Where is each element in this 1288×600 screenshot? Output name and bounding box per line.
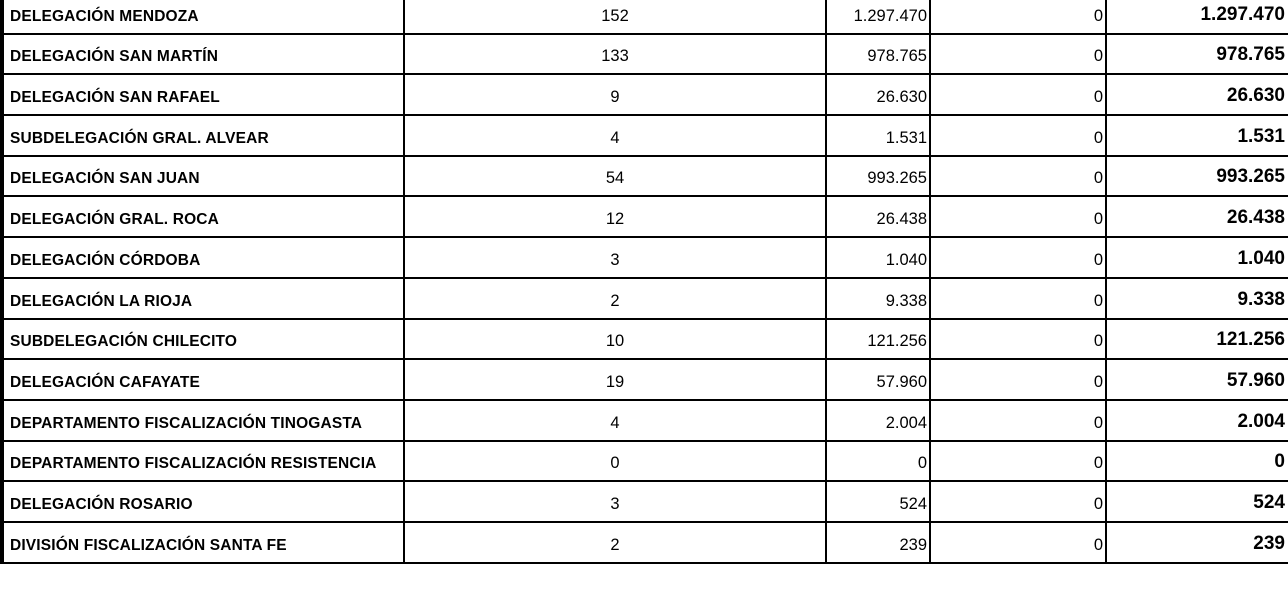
- zero-cell[interactable]: [930, 196, 1106, 237]
- amount-cell[interactable]: [826, 196, 930, 237]
- amount-cell[interactable]: [826, 156, 930, 197]
- amount-cell-text: 239: [899, 535, 927, 554]
- zero-cell-text: 0: [1093, 494, 1103, 513]
- delegation-name-cell[interactable]: [2, 0, 404, 34]
- table-row: [2, 237, 1288, 278]
- total-cell[interactable]: [1106, 278, 1288, 319]
- delegation-name-cell[interactable]: [2, 400, 404, 441]
- count-cell-text: 54: [605, 169, 625, 188]
- amount-cell[interactable]: [826, 115, 930, 156]
- count-cell-text: 4: [610, 413, 620, 432]
- total-cell[interactable]: [1106, 0, 1288, 34]
- amount-cell-text: 1.531: [885, 128, 927, 147]
- count-cell-text: 2: [610, 535, 620, 554]
- delegation-name-cell[interactable]: [2, 196, 404, 237]
- zero-cell[interactable]: [930, 441, 1106, 482]
- amount-cell[interactable]: [826, 319, 930, 360]
- table-row: [2, 359, 1288, 400]
- table-row: [2, 400, 1288, 441]
- total-cell[interactable]: [1106, 400, 1288, 441]
- zero-cell[interactable]: [930, 74, 1106, 115]
- delegation-name-cell-text: DELEGACIÓN SAN RAFAEL: [10, 89, 220, 107]
- delegation-name-cell[interactable]: [2, 319, 404, 360]
- total-cell-text: 26.630: [1226, 85, 1285, 107]
- total-cell[interactable]: [1106, 319, 1288, 360]
- delegation-name-cell-text: SUBDELEGACIÓN GRAL. ALVEAR: [10, 129, 269, 147]
- total-cell[interactable]: [1106, 156, 1288, 197]
- amount-cell[interactable]: [826, 522, 930, 563]
- total-cell-text: 57.960: [1226, 369, 1285, 391]
- table-row: [2, 0, 1288, 34]
- table-body: [2, 0, 1288, 563]
- zero-cell[interactable]: [930, 156, 1106, 197]
- amount-cell-text: 57.960: [876, 372, 927, 391]
- count-cell[interactable]: [404, 359, 826, 400]
- table-row: [2, 319, 1288, 360]
- count-cell-text: 152: [601, 6, 629, 25]
- count-cell[interactable]: [404, 115, 826, 156]
- delegation-name-cell-text: DELEGACIÓN CAFAYATE: [10, 373, 201, 391]
- zero-cell-text: 0: [1093, 250, 1103, 269]
- table-row: [2, 156, 1288, 197]
- zero-cell-text: 0: [1093, 128, 1103, 147]
- count-cell-text: 9: [610, 88, 620, 107]
- zero-cell[interactable]: [930, 522, 1106, 563]
- amount-cell-text: 993.265: [867, 169, 927, 188]
- zero-cell[interactable]: [930, 34, 1106, 75]
- total-cell-text: 524: [1253, 491, 1285, 513]
- total-cell-text: 2.004: [1237, 410, 1285, 432]
- table-row: [2, 115, 1288, 156]
- table-row: [2, 34, 1288, 75]
- count-cell[interactable]: [404, 0, 826, 34]
- total-cell-text: 993.265: [1216, 166, 1285, 188]
- count-cell[interactable]: [404, 319, 826, 360]
- count-cell-text: 12: [605, 210, 625, 229]
- zero-cell-text: 0: [1093, 413, 1103, 432]
- zero-cell[interactable]: [930, 115, 1106, 156]
- count-cell-text: 3: [610, 494, 620, 513]
- table-row: [2, 522, 1288, 563]
- count-cell[interactable]: [404, 400, 826, 441]
- delegation-name-cell-text: DELEGACIÓN SAN JUAN: [10, 170, 200, 188]
- amount-cell-text: 524: [899, 494, 927, 513]
- delegation-name-cell[interactable]: [2, 522, 404, 563]
- count-cell-text: 0: [610, 454, 620, 473]
- delegation-name-cell[interactable]: [2, 359, 404, 400]
- amount-cell-text: 0: [917, 454, 927, 473]
- zero-cell[interactable]: [930, 481, 1106, 522]
- total-cell[interactable]: [1106, 237, 1288, 278]
- amount-cell-text: 26.438: [876, 210, 927, 229]
- delegation-name-cell[interactable]: [2, 34, 404, 75]
- table-row: [2, 74, 1288, 115]
- total-cell-text: 978.765: [1216, 44, 1285, 66]
- count-cell-text: 4: [610, 128, 620, 147]
- total-cell-text: 1.531: [1237, 125, 1285, 147]
- zero-cell[interactable]: [930, 278, 1106, 319]
- amount-cell-text: 9.338: [885, 291, 927, 310]
- delegation-name-cell[interactable]: [2, 278, 404, 319]
- total-cell[interactable]: [1106, 74, 1288, 115]
- delegation-name-cell-text: DEPARTAMENTO FISCALIZACIÓN RESISTENCIA: [10, 455, 377, 473]
- total-cell[interactable]: [1106, 522, 1288, 563]
- total-cell[interactable]: [1106, 441, 1288, 482]
- count-cell[interactable]: [404, 196, 826, 237]
- count-cell[interactable]: [404, 481, 826, 522]
- count-cell[interactable]: [404, 237, 826, 278]
- total-cell-text: 1.040: [1237, 247, 1285, 269]
- amount-cell[interactable]: [826, 0, 930, 34]
- zero-cell-text: 0: [1093, 291, 1103, 310]
- count-cell[interactable]: [404, 441, 826, 482]
- count-cell-text: 19: [605, 372, 625, 391]
- amount-cell[interactable]: [826, 441, 930, 482]
- zero-cell-text: 0: [1093, 372, 1103, 391]
- total-cell[interactable]: [1106, 359, 1288, 400]
- zero-cell[interactable]: [930, 400, 1106, 441]
- count-cell-text: 3: [610, 250, 620, 269]
- total-cell-text: 121.256: [1216, 329, 1285, 351]
- total-cell[interactable]: [1106, 196, 1288, 237]
- total-cell[interactable]: [1106, 481, 1288, 522]
- amount-cell-text: 121.256: [867, 332, 927, 351]
- count-cell-text: 133: [601, 47, 629, 66]
- delegation-name-cell-text: DELEGACIÓN MENDOZA: [10, 7, 199, 25]
- table-row: [2, 196, 1288, 237]
- amount-cell[interactable]: [826, 359, 930, 400]
- amount-cell[interactable]: [826, 481, 930, 522]
- count-cell[interactable]: [404, 34, 826, 75]
- zero-cell[interactable]: [930, 359, 1106, 400]
- table-row: [2, 441, 1288, 482]
- delegation-name-cell[interactable]: [2, 156, 404, 197]
- count-cell[interactable]: [404, 278, 826, 319]
- amount-cell-text: 26.630: [876, 88, 927, 107]
- delegation-name-cell-text: SUBDELEGACIÓN CHILECITO: [10, 333, 238, 351]
- zero-cell[interactable]: [930, 237, 1106, 278]
- zero-cell-text: 0: [1093, 454, 1103, 473]
- delegation-name-cell-text: DELEGACIÓN GRAL. ROCA: [10, 211, 219, 229]
- delegation-name-cell[interactable]: [2, 74, 404, 115]
- amount-cell[interactable]: [826, 278, 930, 319]
- amount-cell[interactable]: [826, 34, 930, 75]
- zero-cell[interactable]: [930, 0, 1106, 34]
- total-cell-text: 0: [1274, 451, 1285, 473]
- delegation-name-cell[interactable]: [2, 441, 404, 482]
- amount-cell[interactable]: [826, 237, 930, 278]
- amount-cell-text: 978.765: [867, 47, 927, 66]
- total-cell-text: 239: [1253, 532, 1285, 554]
- zero-cell-text: 0: [1093, 47, 1103, 66]
- zero-cell-text: 0: [1093, 88, 1103, 107]
- delegation-name-cell[interactable]: [2, 115, 404, 156]
- count-cell[interactable]: [404, 74, 826, 115]
- delegation-name-cell-text: DEPARTAMENTO FISCALIZACIÓN TINOGASTA: [10, 414, 363, 432]
- amount-cell-text: 2.004: [885, 413, 927, 432]
- delegation-name-cell[interactable]: [2, 237, 404, 278]
- delegation-name-cell-text: DELEGACIÓN SAN MARTÍN: [10, 48, 219, 66]
- total-cell-text: 9.338: [1237, 288, 1285, 310]
- total-cell-text: 26.438: [1226, 207, 1285, 229]
- zero-cell-text: 0: [1093, 6, 1103, 25]
- count-cell-text: 10: [605, 332, 625, 351]
- table-row: [2, 278, 1288, 319]
- amount-cell-text: 1.040: [885, 250, 927, 269]
- count-cell[interactable]: [404, 156, 826, 197]
- total-cell[interactable]: [1106, 115, 1288, 156]
- amount-cell[interactable]: [826, 400, 930, 441]
- zero-cell-text: 0: [1093, 210, 1103, 229]
- count-cell[interactable]: [404, 522, 826, 563]
- zero-cell-text: 0: [1093, 535, 1103, 554]
- zero-cell-text: 0: [1093, 332, 1103, 351]
- zero-cell[interactable]: [930, 319, 1106, 360]
- total-cell-text: 1.297.470: [1200, 3, 1285, 25]
- table-row: [2, 481, 1288, 522]
- amount-cell-text: 1.297.470: [853, 6, 927, 25]
- count-cell-text: 2: [610, 291, 620, 310]
- delegation-name-cell-text: DELEGACIÓN LA RIOJA: [10, 292, 193, 310]
- delegation-name-cell-text: DIVISIÓN FISCALIZACIÓN SANTA FE: [10, 536, 287, 554]
- delegation-name-cell-text: DELEGACIÓN ROSARIO: [10, 495, 193, 513]
- amount-cell[interactable]: [826, 74, 930, 115]
- delegation-name-cell[interactable]: [2, 481, 404, 522]
- delegation-name-cell-text: DELEGACIÓN CÓRDOBA: [10, 251, 201, 269]
- total-cell[interactable]: [1106, 34, 1288, 75]
- zero-cell-text: 0: [1093, 169, 1103, 188]
